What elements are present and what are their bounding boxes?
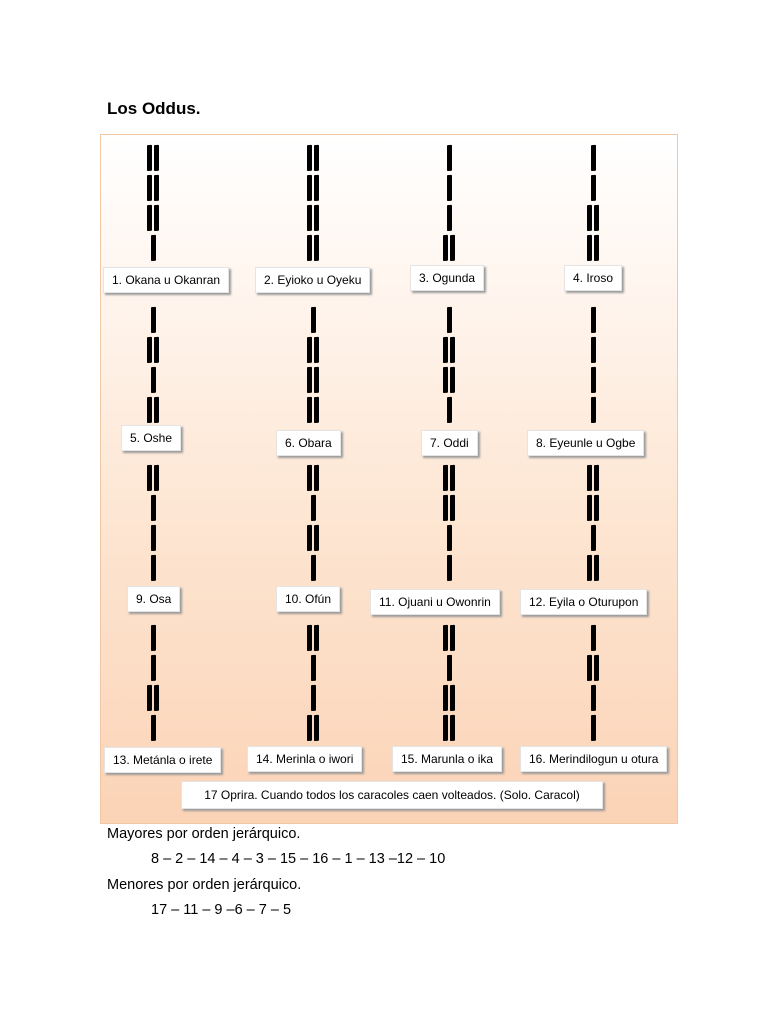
odu-label-10: 10. Ofún <box>276 586 340 612</box>
odu-label-7: 7. Oddi <box>421 430 478 456</box>
shell-bar <box>147 397 150 423</box>
shell-mark <box>591 337 594 363</box>
shell-bar <box>450 715 453 741</box>
shell-bar <box>443 685 446 711</box>
shell-mark <box>443 235 453 261</box>
odu-label-1: 1. Okana u Okanran <box>103 267 229 293</box>
shell-bar <box>443 465 446 491</box>
shell-bar <box>443 715 446 741</box>
shell-mark <box>591 175 594 201</box>
shell-mark <box>151 625 154 651</box>
shell-bar <box>447 145 450 171</box>
shell-mark <box>151 235 154 261</box>
odu-label-9: 9. Osa <box>127 586 180 612</box>
shell-bar <box>311 307 314 333</box>
shell-bar <box>587 465 590 491</box>
shell-bar <box>147 175 150 201</box>
shell-bar <box>443 367 446 393</box>
shell-bar <box>314 465 317 491</box>
shell-bar <box>447 655 450 681</box>
odu-sign-4 <box>580 145 604 265</box>
odu-sign-2 <box>300 145 324 265</box>
odu-sign-5 <box>140 307 164 427</box>
odu-label-3: 3. Ogunda <box>410 265 484 291</box>
shell-bar <box>450 235 453 261</box>
shell-bar <box>450 367 453 393</box>
odu-sign-9 <box>140 465 164 585</box>
shell-mark <box>307 205 317 231</box>
shell-bar <box>450 685 453 711</box>
shell-bar <box>314 397 317 423</box>
shell-bar <box>307 367 310 393</box>
odu-label-5: 5. Oshe <box>121 425 181 451</box>
menores-order: 17 – 11 – 9 –6 – 7 – 5 <box>151 902 292 918</box>
shell-bar <box>591 307 594 333</box>
shell-mark <box>147 465 157 491</box>
shell-bar <box>591 525 594 551</box>
shell-bar <box>314 525 317 551</box>
shell-mark <box>307 175 317 201</box>
shell-bar <box>591 625 594 651</box>
shell-bar <box>307 397 310 423</box>
shell-mark <box>443 685 453 711</box>
odu-sign-8 <box>580 307 604 427</box>
odu-label-13: 13. Metánla o irete <box>104 747 221 773</box>
shell-bar <box>154 685 157 711</box>
odu-label-15: 15. Marunla o ika <box>392 746 502 772</box>
shell-mark <box>151 525 154 551</box>
shell-bar <box>307 525 310 551</box>
shell-bar <box>447 175 450 201</box>
shell-mark <box>587 495 597 521</box>
shell-mark <box>307 235 317 261</box>
odu-sign-6 <box>300 307 324 427</box>
shell-mark <box>447 175 450 201</box>
shell-bar <box>151 625 154 651</box>
shell-mark <box>147 337 157 363</box>
odu-sign-7 <box>436 307 460 427</box>
shell-bar <box>594 235 597 261</box>
shell-bar <box>314 337 317 363</box>
oprira-note: 17 Oprira. Cuando todos los caracoles caen volteados. (Solo. Caracol) <box>181 781 603 809</box>
shell-bar <box>594 205 597 231</box>
shell-mark <box>443 465 453 491</box>
mayores-heading: Mayores por orden jerárquico. <box>107 826 301 842</box>
shell-bar <box>314 205 317 231</box>
mayores-order: 8 – 2 – 14 – 4 – 3 – 15 – 16 – 1 – 13 –12 – 10 <box>151 851 446 867</box>
shell-bar <box>450 465 453 491</box>
shell-bar <box>443 235 446 261</box>
shell-bar <box>447 205 450 231</box>
shell-mark <box>147 685 157 711</box>
shell-bar <box>591 715 594 741</box>
shell-bar <box>154 205 157 231</box>
shell-bar <box>587 205 590 231</box>
shell-bar <box>154 397 157 423</box>
odu-label-14: 14. Merinla o iwori <box>247 746 362 772</box>
shell-mark <box>307 397 317 423</box>
shell-bar <box>307 625 310 651</box>
shell-mark <box>443 367 453 393</box>
shell-bar <box>591 367 594 393</box>
shell-bar <box>151 555 154 581</box>
shell-bar <box>311 495 314 521</box>
shell-mark <box>447 555 450 581</box>
shell-bar <box>587 555 590 581</box>
shell-bar <box>151 715 154 741</box>
shell-bar <box>151 495 154 521</box>
shell-bar <box>594 465 597 491</box>
shell-bar <box>307 465 310 491</box>
shell-mark <box>587 465 597 491</box>
shell-mark <box>591 307 594 333</box>
shell-mark <box>151 495 154 521</box>
shell-mark <box>151 367 154 393</box>
shell-bar <box>151 367 154 393</box>
shell-mark <box>447 205 450 231</box>
shell-bar <box>311 555 314 581</box>
shell-bar <box>151 235 154 261</box>
shell-bar <box>591 145 594 171</box>
odu-label-8: 8. Eyeunle u Ogbe <box>527 430 644 456</box>
shell-bar <box>594 655 597 681</box>
shell-bar <box>311 685 314 711</box>
shell-bar <box>594 555 597 581</box>
shell-bar <box>307 175 310 201</box>
shell-bar <box>154 175 157 201</box>
odu-label-2: 2. Eyioko u Oyeku <box>255 267 370 293</box>
shell-mark <box>587 555 597 581</box>
shell-mark <box>311 685 314 711</box>
odu-sign-14 <box>300 625 324 745</box>
shell-bar <box>447 307 450 333</box>
shell-mark <box>147 175 157 201</box>
shell-bar <box>587 655 590 681</box>
shell-mark <box>151 555 154 581</box>
shell-mark <box>591 367 594 393</box>
shell-bar <box>591 685 594 711</box>
shell-mark <box>591 145 594 171</box>
shell-mark <box>591 397 594 423</box>
shell-mark <box>311 555 314 581</box>
shell-mark <box>307 715 317 741</box>
shell-bar <box>147 145 150 171</box>
odu-sign-16 <box>580 625 604 745</box>
odu-sign-13 <box>140 625 164 745</box>
shell-bar <box>307 715 310 741</box>
odu-sign-15 <box>436 625 460 745</box>
shell-bar <box>447 397 450 423</box>
shell-bar <box>154 145 157 171</box>
shell-bar <box>587 495 590 521</box>
shell-bar <box>151 307 154 333</box>
shell-mark <box>587 205 597 231</box>
odu-sign-3 <box>436 145 460 265</box>
shell-bar <box>307 205 310 231</box>
shell-bar <box>147 685 150 711</box>
shell-mark <box>307 625 317 651</box>
shell-bar <box>450 625 453 651</box>
shell-bar <box>587 235 590 261</box>
shell-bar <box>307 145 310 171</box>
shell-bar <box>447 555 450 581</box>
shell-mark <box>147 397 157 423</box>
shell-mark <box>591 715 594 741</box>
shell-mark <box>151 307 154 333</box>
odu-label-16: 16. Merindilogun u otura <box>520 746 667 772</box>
odu-sign-1 <box>140 145 164 265</box>
shell-mark <box>307 337 317 363</box>
shell-mark <box>151 715 154 741</box>
shell-bar <box>314 235 317 261</box>
shell-bar <box>147 337 150 363</box>
shell-bar <box>154 465 157 491</box>
shell-mark <box>151 655 154 681</box>
shell-mark <box>443 495 453 521</box>
shell-bar <box>443 337 446 363</box>
odu-label-12: 12. Eyila o Oturupon <box>520 589 647 615</box>
shell-mark <box>147 145 157 171</box>
shell-mark <box>311 495 314 521</box>
shell-mark <box>311 655 314 681</box>
shell-mark <box>447 655 450 681</box>
shell-mark <box>587 235 597 261</box>
shell-bar <box>147 205 150 231</box>
shell-mark <box>307 465 317 491</box>
shell-mark <box>443 625 453 651</box>
shell-mark <box>591 625 594 651</box>
shell-bar <box>311 655 314 681</box>
shell-bar <box>447 525 450 551</box>
shell-bar <box>591 397 594 423</box>
oddus-diagram-panel <box>100 134 678 824</box>
shell-bar <box>151 525 154 551</box>
odu-sign-11 <box>436 465 460 585</box>
shell-bar <box>591 175 594 201</box>
odu-sign-10 <box>300 465 324 585</box>
menores-heading: Menores por orden jerárquico. <box>107 877 302 893</box>
shell-bar <box>314 175 317 201</box>
shell-bar <box>307 337 310 363</box>
page-title: Los Oddus. <box>107 99 201 118</box>
odu-label-4: 4. Iroso <box>564 265 622 291</box>
shell-mark <box>307 525 317 551</box>
shell-bar <box>443 625 446 651</box>
shell-bar <box>591 337 594 363</box>
odu-sign-12 <box>580 465 604 585</box>
shell-mark <box>447 307 450 333</box>
shell-bar <box>314 145 317 171</box>
shell-bar <box>151 655 154 681</box>
shell-bar <box>314 715 317 741</box>
shell-mark <box>591 525 594 551</box>
shell-mark <box>591 685 594 711</box>
shell-mark <box>447 525 450 551</box>
shell-mark <box>443 715 453 741</box>
odu-label-6: 6. Obara <box>276 430 341 456</box>
shell-mark <box>307 145 317 171</box>
shell-bar <box>450 495 453 521</box>
shell-mark <box>443 337 453 363</box>
shell-mark <box>447 397 450 423</box>
shell-bar <box>450 337 453 363</box>
odu-label-11: 11. Ojuani u Owonrin <box>370 589 500 615</box>
shell-bar <box>147 465 150 491</box>
shell-bar <box>594 495 597 521</box>
shell-bar <box>314 625 317 651</box>
shell-bar <box>314 367 317 393</box>
shell-bar <box>154 337 157 363</box>
shell-bar <box>443 495 446 521</box>
shell-mark <box>147 205 157 231</box>
shell-mark <box>307 367 317 393</box>
shell-mark <box>447 145 450 171</box>
shell-bar <box>307 235 310 261</box>
shell-mark <box>311 307 314 333</box>
shell-mark <box>587 655 597 681</box>
